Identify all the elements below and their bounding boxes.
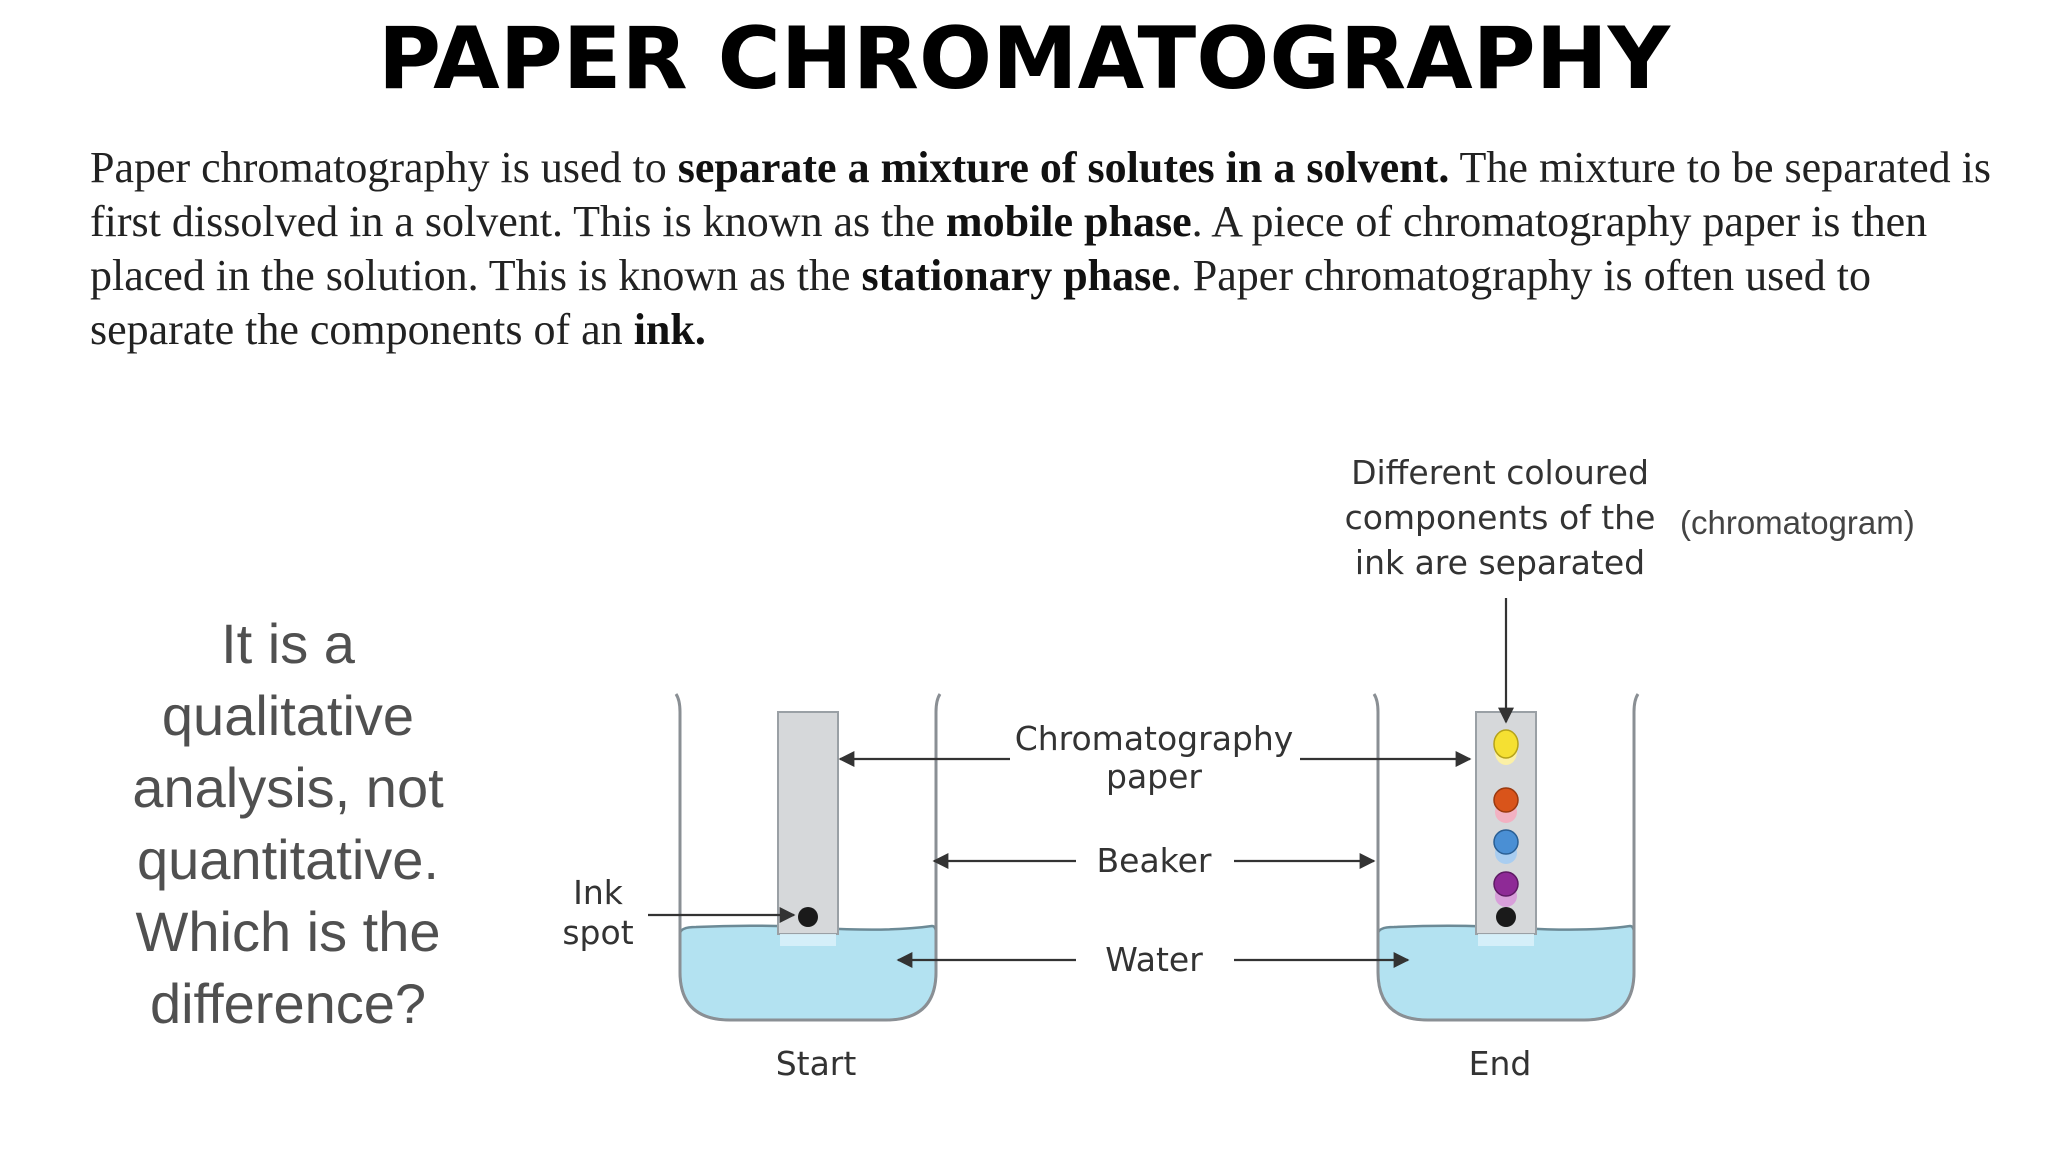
intro-segment-bold: stationary phase bbox=[861, 251, 1171, 300]
question-line: analysis, not bbox=[132, 756, 444, 819]
start-beaker bbox=[676, 694, 940, 1020]
paper-label: paper bbox=[1106, 757, 1202, 796]
end-paper-wet-band bbox=[1478, 934, 1534, 946]
question-line: quantitative. bbox=[137, 828, 439, 891]
question-line: qualitative bbox=[161, 684, 415, 747]
intro-segment-bold: separate a mixture of solutes in a solvent. bbox=[677, 143, 1450, 192]
start-label: Start bbox=[775, 1044, 857, 1083]
beaker-label: Beaker bbox=[1096, 841, 1212, 880]
orange-component bbox=[1494, 788, 1518, 812]
components-label: ink are separated bbox=[1354, 543, 1646, 582]
yellow-component bbox=[1494, 730, 1518, 758]
question-line: Which is the bbox=[135, 900, 441, 963]
start-paper-wet-band bbox=[780, 934, 836, 946]
question-line: difference? bbox=[149, 972, 427, 1035]
purple-component bbox=[1494, 872, 1518, 896]
intro-segment: . A piece of chromatography paper is then placed in the solution. This is known as the bbox=[90, 197, 1928, 300]
chromatogram-note: (chromatogram) bbox=[1680, 504, 1915, 541]
remaining-ink-spot bbox=[1496, 907, 1516, 927]
intro-segment-bold: mobile phase bbox=[945, 197, 1192, 246]
paper-label: Chromatography bbox=[1014, 719, 1294, 758]
slide-title: PAPER CHROMATOGRAPHY bbox=[378, 9, 1670, 109]
start-paper bbox=[778, 712, 838, 934]
components-label: components of the bbox=[1344, 498, 1656, 537]
intro-segment: The mixture to be separated is first dissolved in a solvent. This is known as the bbox=[90, 143, 1992, 246]
water-label: Water bbox=[1105, 940, 1203, 979]
intro-segment: Paper chromatography is used to bbox=[90, 143, 678, 192]
intro-segment: . Paper chromatography is often used to separate the components of an bbox=[90, 251, 1871, 354]
question-line: It is a bbox=[221, 612, 355, 675]
components-label: Different coloured bbox=[1351, 453, 1649, 492]
ink-spot-label: Ink bbox=[573, 873, 623, 912]
intro-segment-bold: ink. bbox=[633, 305, 706, 354]
end-beaker bbox=[1374, 694, 1638, 1020]
ink-spot-label: spot bbox=[562, 913, 634, 952]
ink-spot bbox=[798, 907, 818, 927]
blue-component bbox=[1494, 830, 1518, 854]
end-label: End bbox=[1468, 1044, 1532, 1083]
